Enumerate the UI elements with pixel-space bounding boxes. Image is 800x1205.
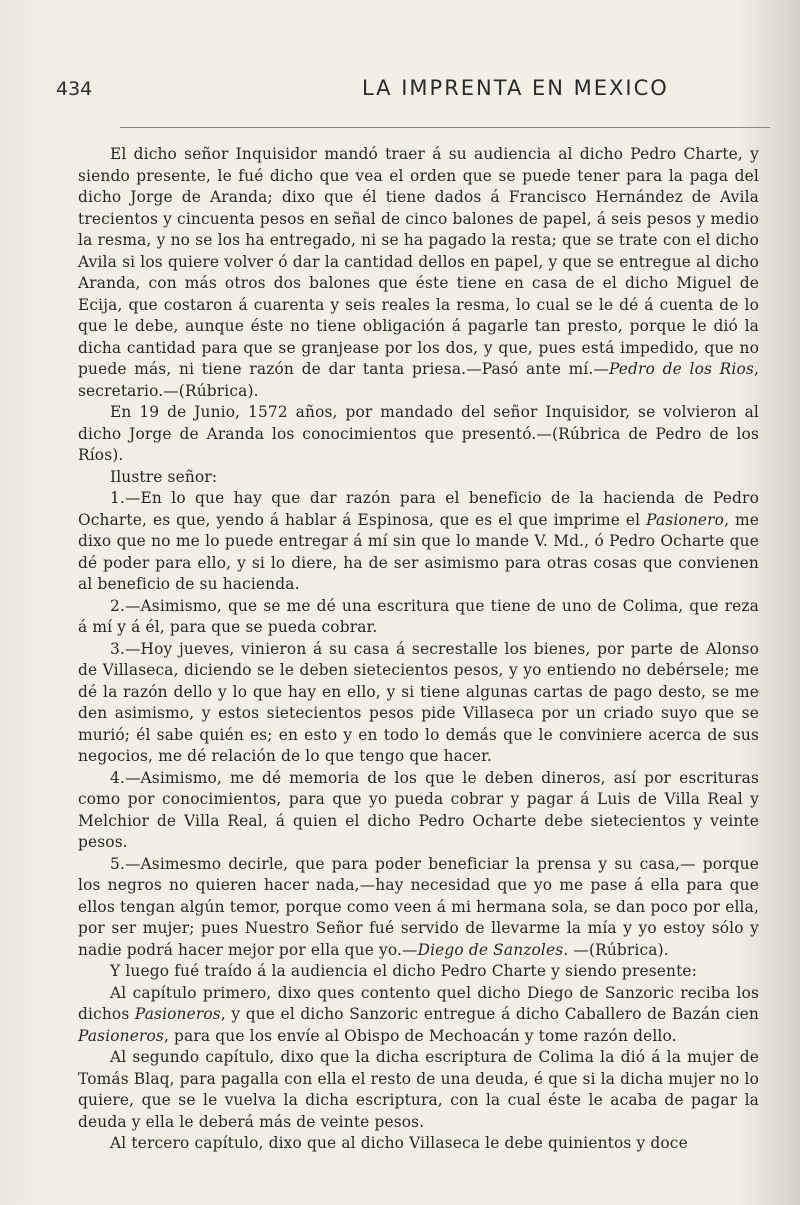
paragraph xyxy=(78,596,759,639)
text-run: En 19 de Junio, 1572 años, por mandado del señor Inquisidor, se volvieron al dicho Jorge de Aranda los conocimientos que presentó.—(Rúbrica de Pedro de los Ríos). xyxy=(78,403,759,464)
paragraph xyxy=(78,768,759,854)
paragraph xyxy=(78,639,759,768)
text-run: El dicho señor Inquisidor mandó traer á su audiencia al dicho Pedro Charte, y siendo presente, le fué dicho que vea el orden que se puede tener para la paga del dicho Jorge de Aranda; dixo que él tiene dados á Francisco Hernández de Avila trecientos y cincuenta pesos en señal de cinco balones de papel, á seis pesos y medio la resma, y no se los ha entregado, ni se ha pagado la resta; que se trate con el dicho Avila si los quiere volver ó dar la cantidad dellos en papel, y que se entregue al dicho Aranda, con más otros dos balones que éste tiene en casa de el dicho Miguel de Ecija, que costaron á cuarenta y seis reales la resma, lo cual se le dé á cuenta de lo que le debe, aunque éste no tiene obligación á pagarle tan presto, porque le dió la dicha cantidad para que se granjease por los dos, y que, pues está impedido, que no puede más, ni tiene razón de dar tanta priesa.—Pasó ante mí.— xyxy=(78,145,759,378)
paragraph xyxy=(78,488,759,596)
text-run: 1.—En lo que hay que dar razón para el beneficio de la hacienda de Pedro Ocharte, es que, yendo á hablar á Espinosa, que es el que imprime el xyxy=(78,489,759,529)
italic-run: Pasioneros xyxy=(78,1026,164,1045)
text-run: Al capítulo primero, dixo ques contento quel dicho Diego de Sanzoric reciba los dichos xyxy=(78,983,759,1023)
text-run: Al tercero capítulo, dixo que al dicho Villaseca le debe quinientos y doce xyxy=(110,1134,688,1152)
paragraph xyxy=(78,144,759,402)
text-run: 2.—Asimismo, que se me dé una escritura que tiene de uno de Colima, que reza á mí y á él, para que se pueda cobrar. xyxy=(78,596,759,636)
paragraph xyxy=(78,467,759,489)
text-run: , para que los envíe al Obispo de Mechoacán y tome razón dello. xyxy=(163,1026,677,1045)
text-run: Al segundo capítulo, dixo que la dicha escriptura de Colima la dió á la mujer de Tomás Blaq, para pagalla con ella el resto de una deuda, é que si la dicha mujer no lo quiere, que se le vuelva la dicha escriptura, con la cual éste le acaba de pagar la deuda y ella le deberá más de veinte pesos. xyxy=(78,1048,759,1131)
text-run: , y que el dicho Sanzoric entregue á dicho Caballero de Bazán cien xyxy=(220,1005,759,1023)
italic-run: Diego de Sanzoles xyxy=(417,940,564,959)
text-run: 5.—Asimesmo decirle, que para poder beneficiar la prensa y su casa,— porque los negros no quieren hacer nada,—hay necesidad que yo me pase á ella para que ellos tengan algún temor, porque como veen á mi hermana sola, se dan poco por ella, por ser mujer; pues Nuestro Señor fué servido de llevarme la mía y yo estoy sólo y nadie podrá hacer mejor por ella que yo.— xyxy=(78,854,759,959)
page-number: 434 xyxy=(56,78,93,100)
italic-run: Pasioneros xyxy=(134,1005,221,1023)
text-run: . —(Rúbrica). xyxy=(563,940,669,959)
paragraph xyxy=(78,402,759,467)
text-run: , me dixo que no me lo puede entregar á mí sin que lo mande V. Md., ó Pedro Ocharte que dé poder para ello, y si lo diere, ha de ser asimismo para otras cosas que convienen al beneficio de su hacienda. xyxy=(78,510,759,593)
text-run: Y luego fué traído á la audiencia el dicho Pedro Charte y siendo presente: xyxy=(110,962,698,980)
paragraph xyxy=(78,961,759,983)
paragraph xyxy=(78,983,759,1048)
paragraph xyxy=(78,1133,759,1155)
header-rule xyxy=(120,127,770,128)
paragraph xyxy=(78,854,759,962)
running-title: LA IMPRENTA EN MEXICO xyxy=(362,76,669,100)
paragraph xyxy=(78,1047,759,1133)
italic-run: Pedro de los Rios xyxy=(608,360,754,378)
text-run: , secretario.—(Rúbrica). xyxy=(78,360,759,400)
body-text xyxy=(78,144,759,1155)
text-run: 4.—Asimismo, me dé memoria de los que le deben dineros, así por escrituras como por conocimientos, para que yo pueda cobrar y pagar á Luis de Villa Real y Melchior de Villa Real, á quien el dicho Pedro Ocharte debe sietecientos y veinte pesos. xyxy=(78,768,759,851)
italic-run: Pasionero xyxy=(646,510,725,529)
text-run: 3.—Hoy jueves, vinieron á su casa á secrestalle los bienes, por parte de Alonso de Villaseca, diciendo se le deben sietecientos pesos, y yo entiendo no debérsele; me dé la razón dello y lo que hay en ello, y si tiene algunas cartas de pago desto, se me den asimismo, y estos sietecientos pesos pide Villaseca por un criado suyo que se murió; él sabe quién es; en esto y en todo lo demás que le conviniere acerca de sus negocios, me dé relación de lo que tengo que hacer. xyxy=(78,639,759,765)
page-header xyxy=(56,74,766,110)
text-run: Ilustre señor: xyxy=(110,467,218,486)
